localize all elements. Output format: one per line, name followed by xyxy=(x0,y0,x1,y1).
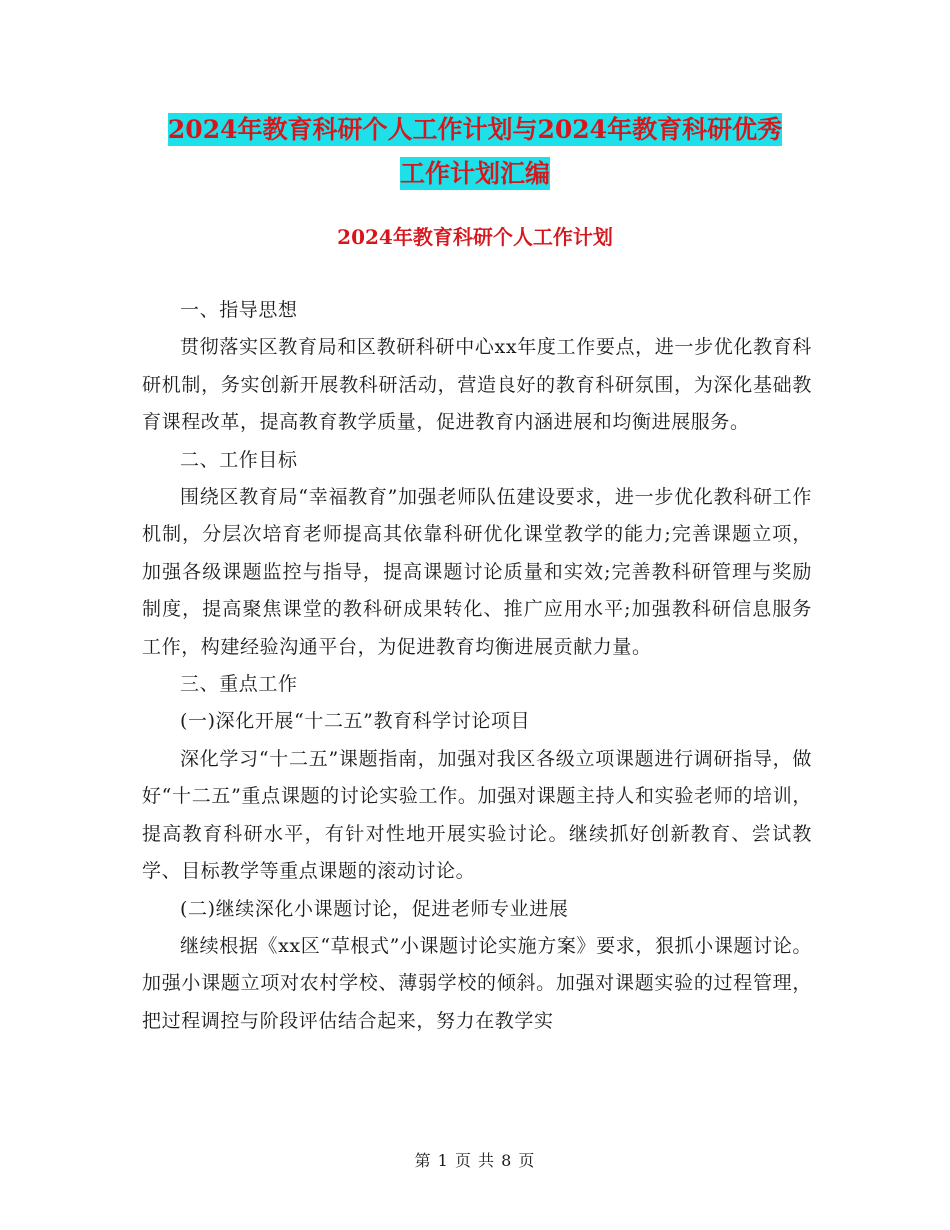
heading-key-work: 三、重点工作 xyxy=(180,673,298,696)
paragraph: 围绕区教育局“幸福教育”加强老师队伍建设要求，进一步优化教科研工作机制，分层次培育老师提高其依靠科研优化课堂教学的能力;完善课题立项，加强各级课题监控与指导，提高课题讨论质量和实效;完善教科研管理与奖励制度，提高聚焦课堂的教科研成果转化、推广应用水平;加强教科研信息服务工作，构建经验沟通平台，为促进教育均衡进展贡献力量。 xyxy=(142,486,812,658)
document-title xyxy=(120,108,830,196)
paragraph: 继续根据《xx区“草根式”小课题讨论实施方案》要求，狠抓小课题讨论。加强小课题立项对农村学校、薄弱学校的倾斜。加强对课题实验的过程管理，把过程调控与阶段评估结合起来，努力在教学实 xyxy=(142,934,812,1032)
document-title-line1: 2024年教育科研个人工作计划与2024年教育科研优秀 xyxy=(167,115,783,144)
paragraph: 贯彻落实区教育局和区教研科研中心xx年度工作要点，进一步优化教育科研机制，务实创新开展教科研活动，营造良好的教育科研氛围，为深化基础教育课程改革，提高教育教学质量，促进教育内涵进展和均衡进展服务。 xyxy=(142,336,812,434)
heading-work-goals: 二、工作目标 xyxy=(180,448,298,471)
page-footer: 第 1 页 共 8 页 xyxy=(414,1151,536,1170)
document-title-line2: 工作计划汇编 xyxy=(399,159,550,188)
paragraph: 深化学习“十二五”课题指南，加强对我区各级立项课题进行调研指导，做好“十二五”重点课题的讨论实验工作。加强对课题主持人和实验老师的培训，提高教育科研水平，有针对性地开展实验讨论。继续抓好创新教育、尝试教学、目标教学等重点课题的滚动讨论。 xyxy=(142,747,812,883)
document-body xyxy=(142,292,812,1040)
heading-guiding-thought: 一、指导思想 xyxy=(180,299,298,321)
subheading: (二)继续深化小课题讨论，促进老师专业进展 xyxy=(180,897,569,920)
section-title: 2024年教育科研个人工作计划 xyxy=(337,225,613,249)
subheading: (一)深化开展“十二五”教育科学讨论项目 xyxy=(180,710,531,733)
